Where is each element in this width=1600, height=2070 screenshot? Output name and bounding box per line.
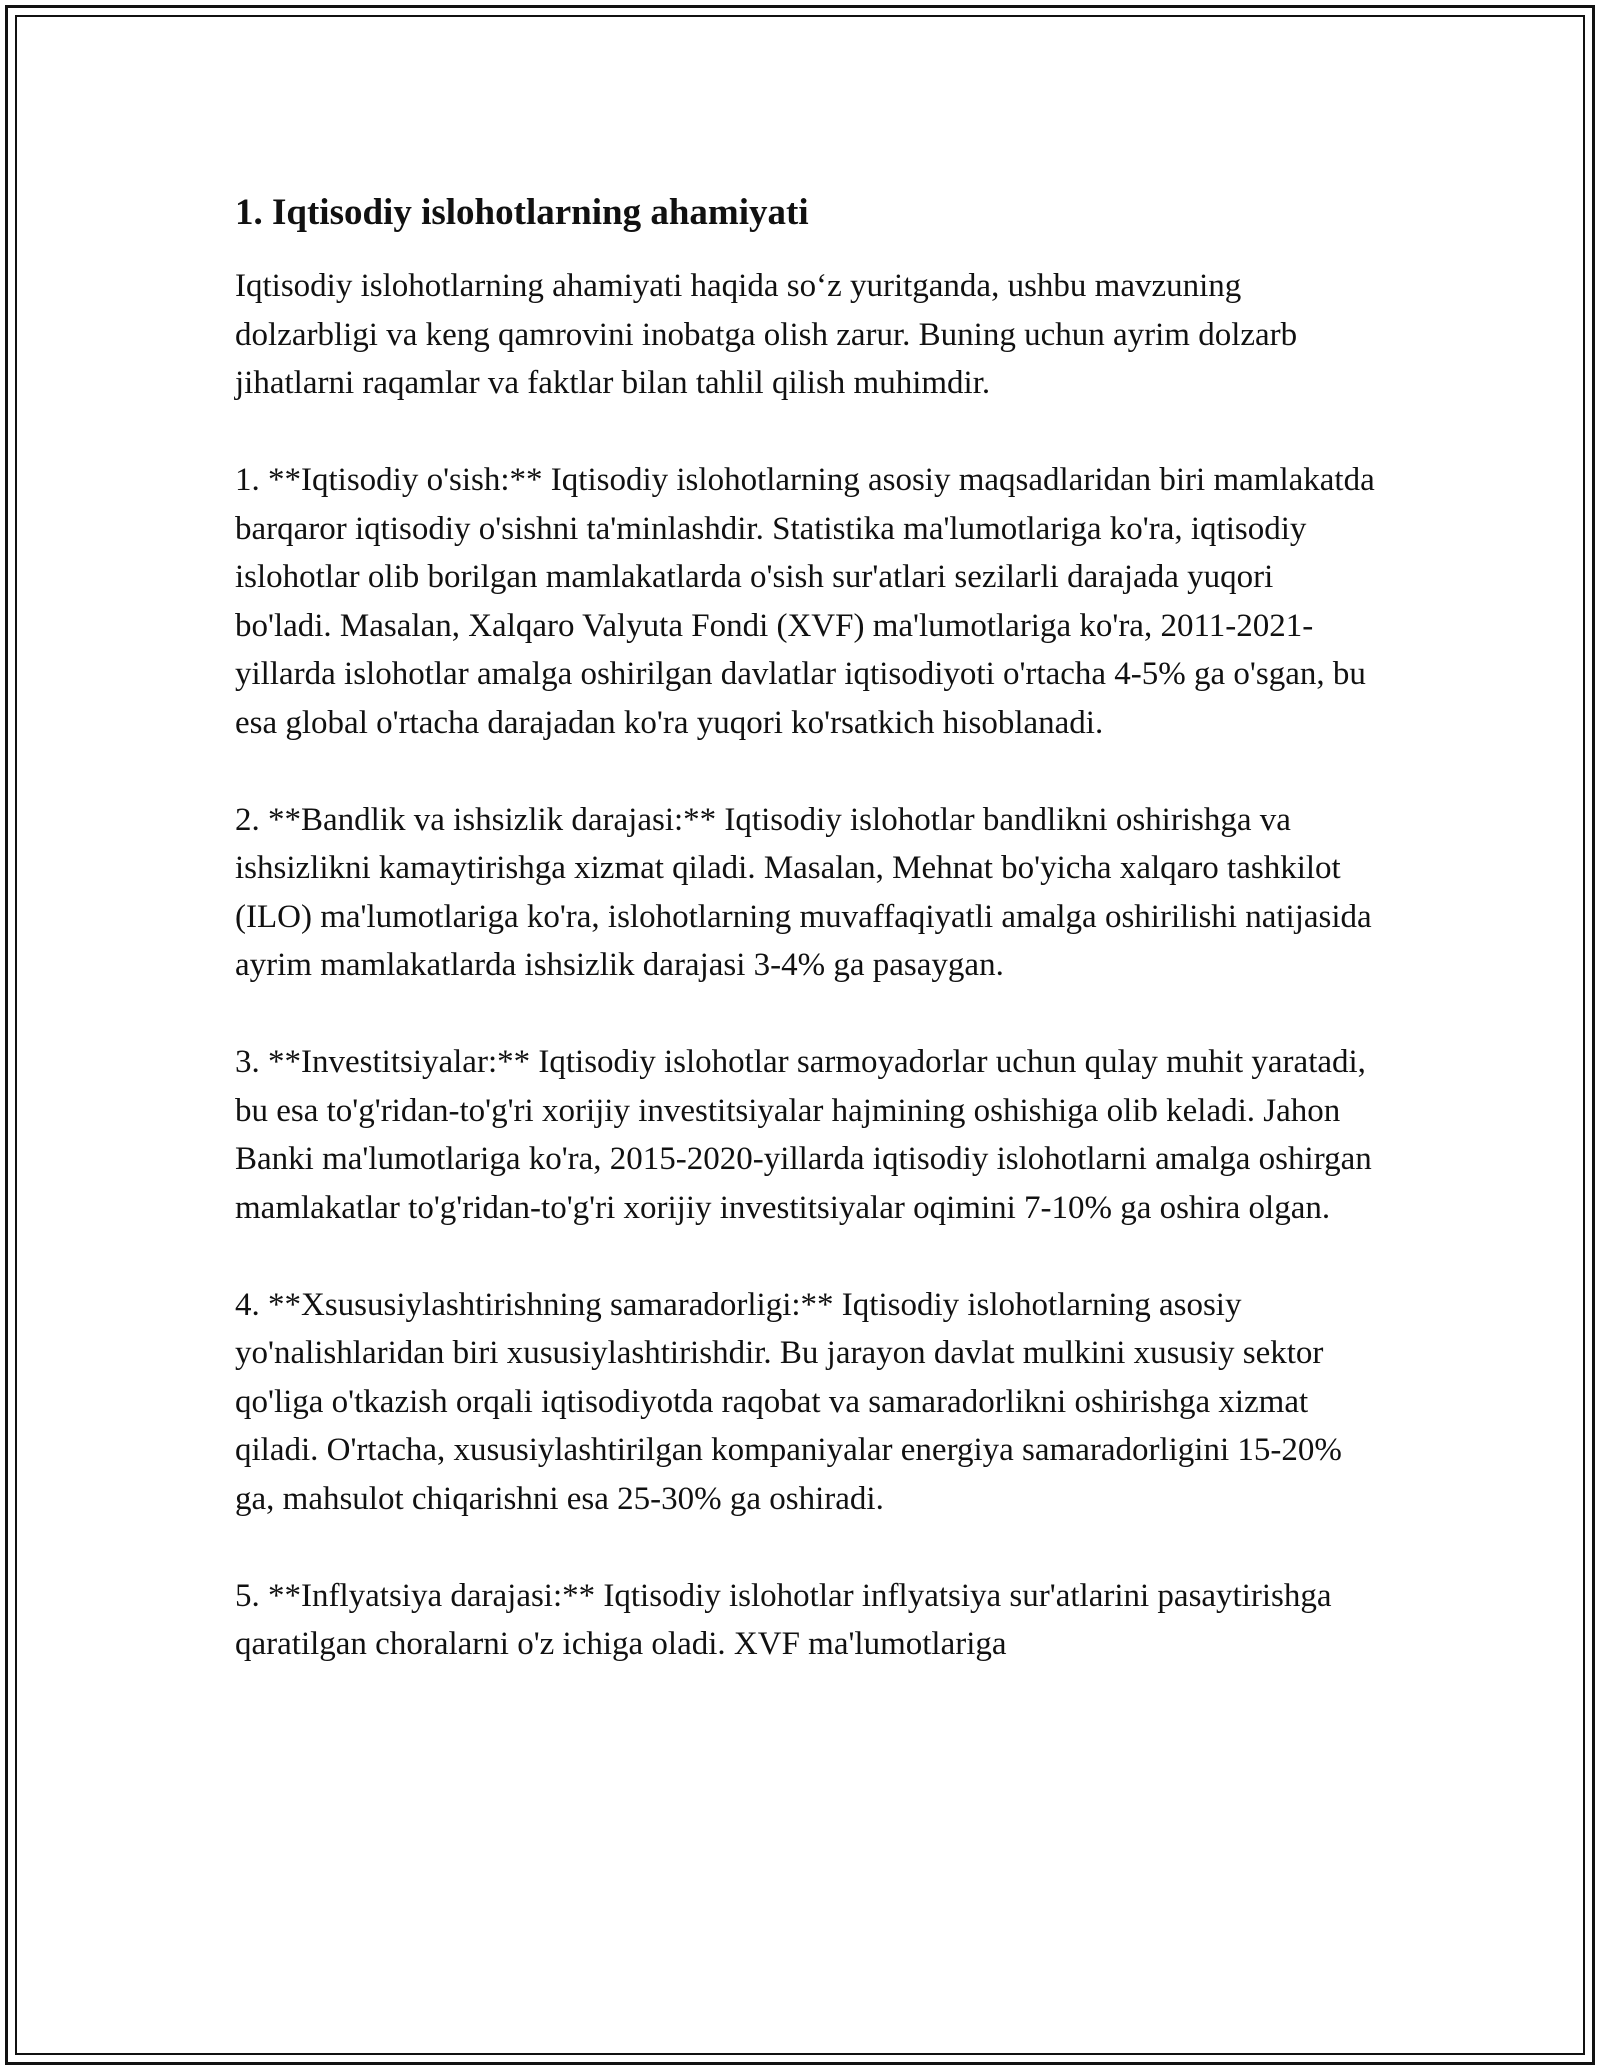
document-body bbox=[235, 188, 1375, 1717]
list-item-investments: 3. **Investitsiyalar:** Iqtisodiy islohotlar sarmoyadorlar uchun qulay muhit yaratadi, bu esa to'g'ridan-to'g'ri xorijiy investitsiyalar hajmining oshishiga olib keladi. Jahon Banki ma'lumotlariga ko'ra, 2015-2020-yillarda iqtisodiy islohotlarni amalga oshirgan mamlakatlar to'g'ridan-to'g'ri xorijiy investitsiyalar oqimini 7-10% ga oshira olgan. bbox=[235, 1044, 1372, 1226]
list-item-employment: 2. **Bandlik va ishsizlik darajasi:** Iqtisodiy islohotlar bandlikni oshirishga va ishsizlikni kamaytirishga xizmat qiladi. Masalan, Mehnat bo'yicha xalqaro tashkilot (ILO) ma'lumotlariga ko'ra, islohotlarning muvaffaqiyatli amalga oshirilishi natijasida ayrim mamlakatlarda ishsizlik darajasi 3-4% ga pasaygan. bbox=[235, 801, 1372, 983]
list-item-inflation: 5. **Inflyatsiya darajasi:** Iqtisodiy islohotlar inflyatsiya sur'atlarini pasaytirishga qaratilgan choralarni o'z ichiga oladi. XVF ma'lumotlariga bbox=[235, 1577, 1332, 1662]
section-heading: 1. Iqtisodiy islohotlarning ahamiyati bbox=[235, 192, 809, 233]
list-item-privatization: 4. **Xsususiylashtirishning samaradorligi:** Iqtisodiy islohotlarning asosiy yo'nalishlaridan biri xususiylashtirishdir. Bu jarayon davlat mulkini xususiy sektor qo'liga o'tkazish orqali iqtisodiyotda raqobat va samaradorlikni oshirishga xizmat qiladi. O'rtacha, xususiylashtirilgan kompaniyalar energiya samaradorligini 15-20% ga, mahsulot chiqarishni esa 25-30% ga oshiradi. bbox=[235, 1286, 1342, 1517]
list-item-economic-growth: 1. **Iqtisodiy o'sish:** Iqtisodiy islohotlarning asosiy maqsadlaridan biri mamlakatda barqaror iqtisodiy o'sishni ta'minlashdir. Statistika ma'lumotlariga ko'ra, iqtisodiy islohotlar olib borilgan mamlakatlarda o'sish sur'atlari sezilarli darajada yuqori bo'ladi. Masalan, Xalqaro Valyuta Fondi (XVF) ma'lumotlariga ko'ra, 2011-2021-yillarda islohotlar amalga oshirilgan davlatlar iqtisodiyoti o'rtacha 4-5% ga o'sgan, bu esa global o'rtacha darajadan ko'ra yuqori ko'rsatkich hisoblanadi. bbox=[235, 462, 1375, 741]
intro-paragraph: Iqtisodiy islohotlarning ahamiyati haqida soʻz yuritganda, ushbu mavzuning dolzarbligi va keng qamrovini inobatga olish zarur. Buning uchun ayrim dolzarb jihatlarni raqamlar va faktlar bilan tahlil qilish muhimdir. bbox=[235, 268, 1298, 401]
